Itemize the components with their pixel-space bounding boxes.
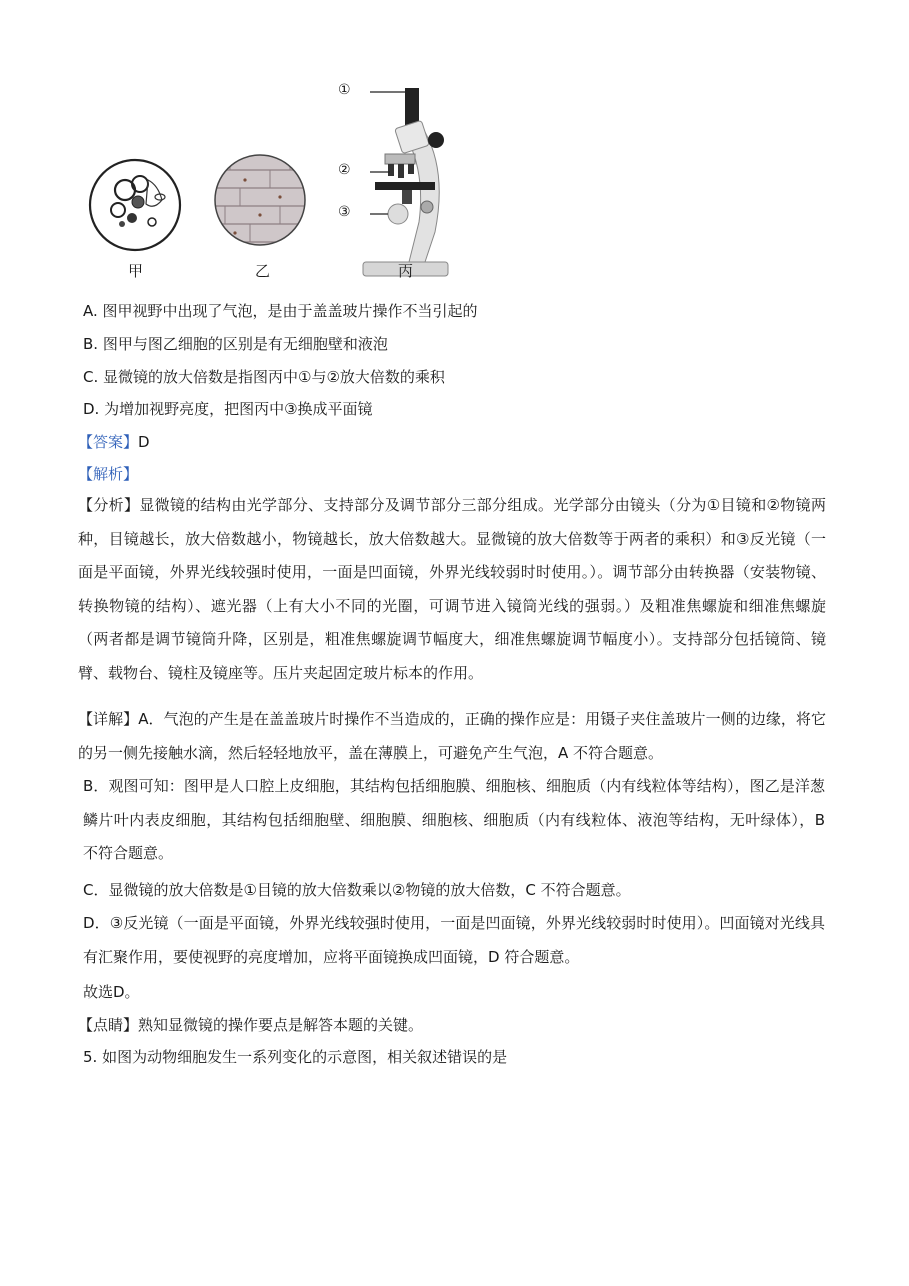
fenxi-tag: 【分析】 [78,496,140,514]
microscope-figure [80,72,460,287]
conclusion: 故选D。 [83,983,140,1001]
xiangjie-a-text: A．气泡的产生是在盖盖玻片时操作不当造成的，正确的操作应是：用镊子夹住盖玻片一侧的边缘，将它的另一侧先接触水滴，然后轻轻地放平，盖在薄膜上，可避免产生气泡，A 不符合题意。 [78,710,826,762]
caption-jia: 甲 [128,262,144,280]
callout-2: ② [338,162,351,178]
xiangjie-tag: 【详解】 [78,710,139,728]
answer-tag: 【答案】 [78,433,139,451]
figure-yi-drawing [210,152,310,252]
option-b: B. 图甲与图乙细胞的区别是有无细胞壁和液泡 [83,335,388,353]
option-c: C. 显微镜的放大倍数是指图丙中①与②放大倍数的乘积 [83,368,445,386]
figure-illustration [80,72,460,287]
caption-yi: 乙 [255,262,271,280]
fenxi-paragraph [78,489,826,691]
figure-jia-drawing [90,160,180,250]
xiangjie-d: D．③反光镜（一面是平面镜，外界光线较强时使用，一面是凹面镜，外界光线较弱时时使用）。凹面镜对光线具有汇聚作用，要使视野的亮度增加，应将平面镜换成凹面镜，D 符合题意。 [83,914,825,966]
option-a: A. 图甲视野中出现了气泡，是由于盖盖玻片操作不当引起的 [83,302,478,320]
xiangjie-a [78,703,826,770]
option-d: D. 为增加视野亮度，把图丙中③换成平面镜 [83,400,373,418]
callout-1: ① [338,82,351,98]
answer-value: D [138,433,150,451]
dianjing-tag: 【点睛】 [78,1016,139,1034]
dianjing-line [78,1014,898,1036]
caption-bing: 丙 [398,262,414,280]
jiexi-tag: 【解析】 [78,465,139,483]
xiangjie-c: C．显微镜的放大倍数是①目镜的放大倍数乘以②物镜的放大倍数，C 不符合题意。 [83,881,631,899]
dianjing-text: 熟知显微镜的操作要点是解答本题的关键。 [138,1016,424,1034]
figure-bing-drawing [363,88,448,276]
answer-line [78,431,898,453]
xiangjie-b: B．观图可知：图甲是人口腔上皮细胞，其结构包括细胞膜、细胞核、细胞质（内有线粒体等结构），图乙是洋葱鳞片叶内表皮细胞，其结构包括细胞壁、细胞膜、细胞核、细胞质（内有线粒体、液泡等结构，无叶绿体），B 不符合题意。 [83,777,825,863]
next-question: 5. 如图为动物细胞发生一系列变化的示意图，相关叙述错误的是 [83,1048,508,1066]
fenxi-text: 显微镜的结构由光学部分、支持部分及调节部分三部分组成。光学部分由镜头（分为①目镜和②物镜两种，目镜越长，放大倍数越小，物镜越长，放大倍数越大。显微镜的放大倍数等于两者的乘积）和③反光镜（一面是平面镜，外界光线较强时使用，一面是凹面镜，外界光线较弱时时使用。）。调节部分由转换器（安装物镜、转换物镜的结构）、遮光器（上有大小不同的光圈，可调节进入镜筒光线的强弱。）及粗准焦螺旋和细准焦螺旋（两者都是调节镜筒升降，区别是，粗准焦螺旋调节幅度大，细准焦螺旋调节幅度小）。支持部分包括镜筒、镜臂、载物台、镜柱及镜座等。压片夹起固定玻片标本的作用。 [78,496,826,682]
callout-3: ③ [338,204,351,220]
